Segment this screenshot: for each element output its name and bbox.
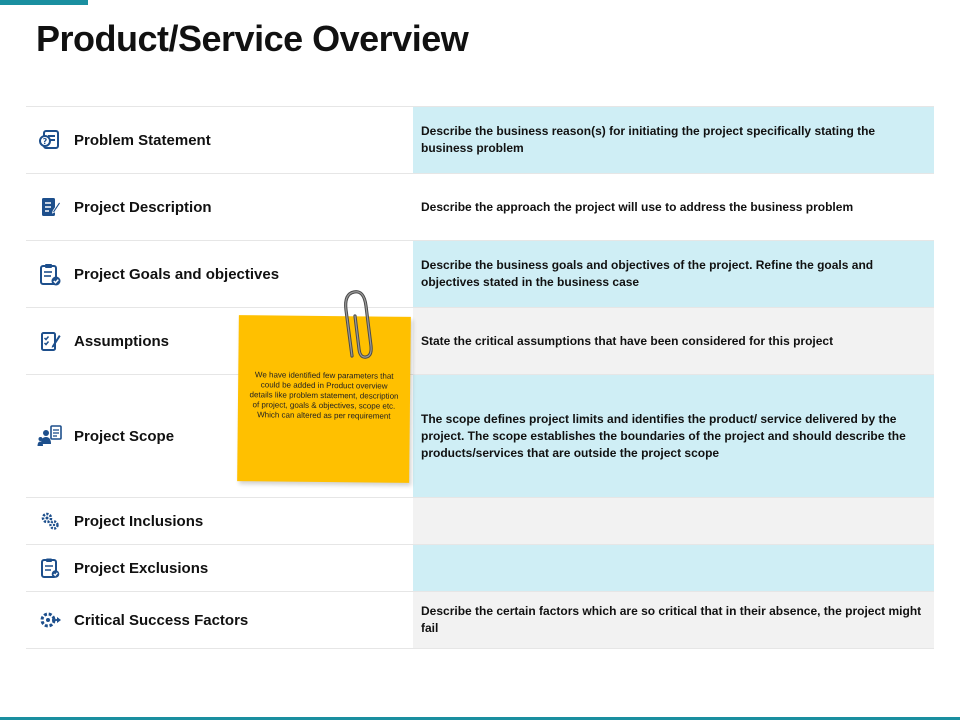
table-row xyxy=(26,307,934,374)
row-description xyxy=(413,498,934,544)
clipboard-icon xyxy=(26,545,74,591)
row-label: Problem Statement xyxy=(74,131,211,149)
row-description: Describe the business reason(s) for initiating the project specifically stating the business problem xyxy=(413,107,934,173)
row-description: Describe the business goals and objectives of the project. Refine the goals and objectives stated in the business case xyxy=(413,241,934,307)
team-document-icon xyxy=(26,375,74,497)
table-row xyxy=(26,544,934,591)
table-row xyxy=(26,591,934,649)
paperclip-icon xyxy=(340,286,390,366)
row-description: The scope defines project limits and identifies the product/ service delivered by the project. The scope establishes the boundaries of the project and should describe the products/services that are outside the project scope xyxy=(413,375,934,497)
row-label: Project Goals and objectives xyxy=(74,265,280,283)
clipboard-check-icon xyxy=(26,241,74,307)
problem-icon xyxy=(26,107,74,173)
page-title: Product/Service Overview xyxy=(36,18,469,59)
row-description: State the critical assumptions that have been considered for this project xyxy=(413,308,934,374)
row-description xyxy=(413,545,934,591)
gear-arrow-icon xyxy=(26,592,74,648)
top-accent-bar xyxy=(0,0,88,5)
row-label: Project Scope xyxy=(74,427,175,445)
table-row xyxy=(26,173,934,240)
row-label: Project Description xyxy=(74,198,212,216)
table-row xyxy=(26,497,934,544)
svg-text:?: ? xyxy=(42,137,48,146)
row-label: Assumptions xyxy=(74,332,170,350)
overview-table xyxy=(26,106,934,649)
row-label: Project Exclusions xyxy=(74,559,209,577)
table-row xyxy=(26,240,934,307)
row-label: Critical Success Factors xyxy=(74,611,249,629)
sticky-note-text: We have identified few parameters that could be added in Product overview details like problem statement, description of project, goals & objectives, scope etc. Which can altered as per requirement xyxy=(249,370,399,421)
table-row xyxy=(26,374,934,497)
checklist-pen-icon xyxy=(26,308,74,374)
row-description: Describe the certain factors which are so critical that in their absence, the project might fail xyxy=(413,592,934,648)
table-row xyxy=(26,106,934,173)
row-label: Project Inclusions xyxy=(74,512,204,530)
row-description: Describe the approach the project will use to address the business problem xyxy=(413,174,934,240)
document-edit-icon xyxy=(26,174,74,240)
gears-icon xyxy=(26,498,74,544)
